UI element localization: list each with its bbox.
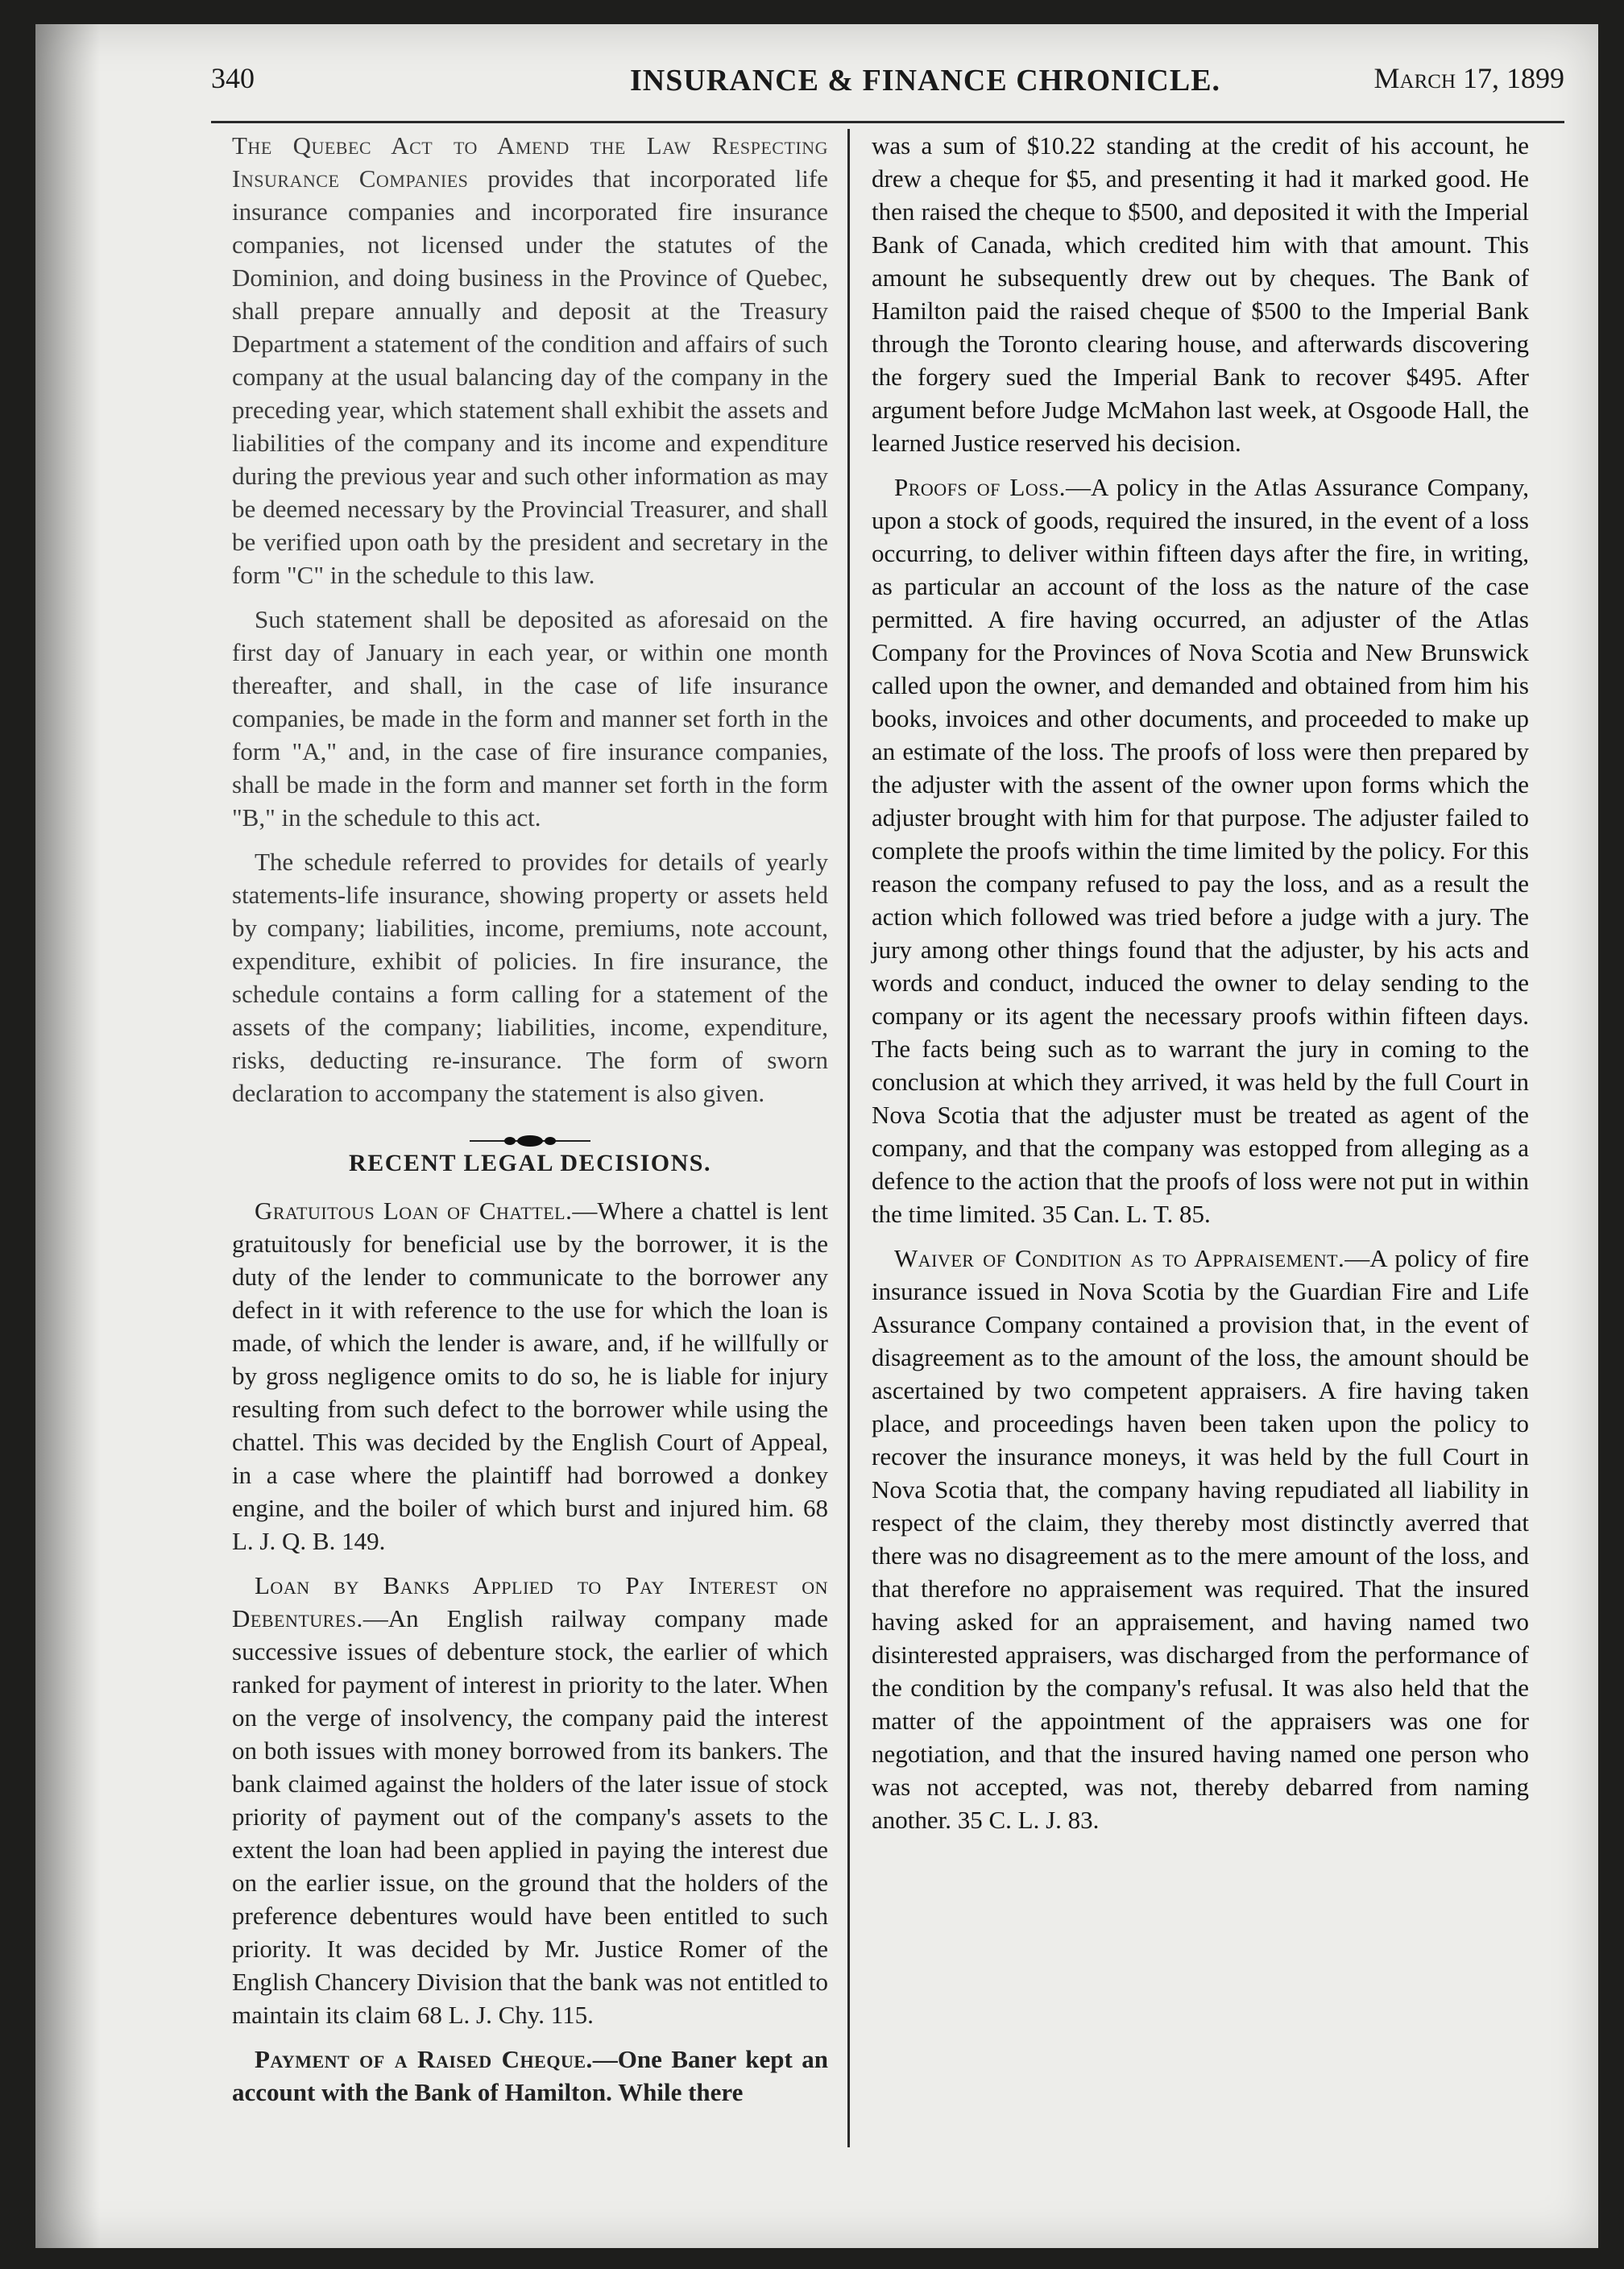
page-header [211,60,1564,124]
proofs-of-loss-text: —A policy in the Atlas Assurance Company, upon a stock of goods, required the insured, in the event of a loss occurring, to deliver within fifteen days after the fire, in writing, as particular an account of the loss as the nature of the case permitted. A fire having occurred, an adjuster of the Atlas Company for the Provinces of Nova Scotia and New Brunswick called upon the owner, and demanded and obtained from him his books, invoices and other documents, and proceeded to make up an estimate of the loss. The proofs of loss were then prepared by the adjuster with the assent of the owner upon forms which the adjuster brought with him for that purpose. The adjuster failed to complete the proofs within the time limited by the policy. For this reason the company refused to pay the loss, and as a result the action which followed was tried before a judge with a jury. The jury among other things found that the adjuster, by his acts and words and conduct, induced the owner to delay sending to the company or its agent the necessary proofs within fifteen days. The facts being such as to warrant the jury in coming to the conclusion at which they arrived, it was held by the full Court in Nova Scotia that the adjuster must be treated as agent of the company, and that the company was estopped from alleging as a defence to the action that the proofs of loss were not put in within the time limited. 35 Can. L. T. 85. [872,473,1529,1228]
waiver-lead: Waiver of Condition as to Appraisement. [894,1244,1345,1272]
section-heading: RECENT LEGAL DECISIONS. [349,1150,711,1176]
column-divider [847,129,850,2147]
quebec-act-lead: The Quebec Act to Amend the Law Respecting Insurance Companies [232,131,828,193]
raised-cheque-lead: Payment of a Raised Cheque. [255,2045,593,2073]
header-rule [211,121,1564,123]
quebec-act-text: provides that incorporated life insurance companies and incorporated fire insurance companies, not licensed under the statutes of the Dominion, and doing business in the Province of Quebec, shall prepare annually and deposit at the Treasury Department a statement of the condition and affairs of such company at the usual balancing day of the company in the preceding year, which statement shall exhibit the assets and liabilities of the company and its income and expenditure during the previous year and such other information as may be deemed necessary by the Provincial Treasurer, and shall be verified upon oath by the president and secretary in the form "C" in the schedule to this law. [232,164,829,589]
quebec-act-paragraph-3: The schedule referred to provides for details of yearly statements-life insurance, showing property or assets held by company; liabilities, income, premiums, note account, expenditure, exhibit of policies. In fire insurance, the schedule contains a form calling for a statement of the assets of the company; liabilities, income, expenditure, risks, deducting re-insurance. The form of sworn declaration to accompany the statement is also given. [232,848,828,1107]
quebec-act-paragraph-2: Such statement shall be deposited as aforesaid on the first day of January in each year, or within one month thereafter, and shall, in the case of life insurance companies, be made in the form and manner set forth in the form "A," and, in the case of fire insurance companies, shall be made in the form and manner set forth in the form "B," in the schedule to this act. [232,605,828,832]
loan-by-banks-paragraph [232,1569,828,2031]
issue-date: March 17, 1899 [1373,62,1564,94]
gratuitous-loan-paragraph [232,1194,828,1558]
gratuitous-loan-text: —Where a chattel is lent gratuitously for beneficial use by the borrower, it is the duty of the lender to communicate to the borrower any defect in it with reference to the use for which the loan is made, of which the lender is aware, and, if he willfully or by gross negligence omits to do so, he is liable for injury resulting from such defect to the borrower while using the chattel. This was decided by the English Court of Appeal, in a case where the plaintiff had borrowed a donkey engine, and the boiler of which burst and injured him. 68 L. J. Q. B. 149. [232,1197,828,1555]
journal-title: INSURANCE & FINANCE CHRONICLE. [630,64,1221,97]
section-ornament [232,1124,828,1142]
loan-by-banks-lead: Loan by Banks Applied to Pay Interest on Debentures. [232,1571,828,1632]
proofs-of-loss-paragraph [872,471,1529,1230]
binding-shadow [35,24,100,2248]
raised-cheque-paragraph [232,2043,828,2109]
waiver-text: —A policy of fire insurance issued in Nova Scotia by the Guardian Fire and Life Assurance Company contained a provision that, in the event of disagreement as to the amount of the loss, the amount should be ascertained by two competent appraisers. A fire having taken place, and proceedings haven been taken upon the policy to recover the insurance moneys, it was held by the full Court in Nova Scotia that, the company having repudiated all liability in respect of the claim, they thereby most distinctly averred that there was no disagreement as to the mere amount of the loss, and that therefore no appraisement was required. That the insured having asked for an appraisement, and having named two disinterested appraisers, was discharged from the performance of the condition by the company's refusal. It was also held that the matter of the appointment of the appraisers was one for negotiation, and that the insured having named one person who was not accepted, was not, thereby debarred from naming another. 35 C. L. J. 83. [872,1244,1529,1834]
raised-cheque-continuation: was a sum of $10.22 standing at the credit of his account, he drew a cheque for $5, and presenting it had it marked good. He then raised the cheque to $500, and deposited it with the Imperial Bank of Canada, which credited him with that amount. This amount he subsequently drew out by cheques. The Bank of Hamilton paid the raised cheque of $500 to the Imperial Bank through the Toronto clearing house, and afterwards discovering the forgery sued the Imperial Bank to recover $495. After argument before Judge McMahon last week, at Osgoode Hall, the learned Justice reserved his decision. [872,131,1529,457]
waiver-paragraph [872,1242,1529,1836]
page-number: 340 [211,62,255,94]
raised-cheque-text: —One Baner kept an account with the Bank of Hamilton. While there [232,2045,828,2106]
loan-by-banks-text: —An English railway company made successive issues of debenture stock, the earlier of which ranked for payment of interest in priority to the later. When on the verge of insolvency, the company paid the interest on both issues with money borrowed from its bankers. The bank claimed against the holders of the later issue of stock priority of payment out of the company's assets to the extent the loan had been applied in paying the interest due on the earlier issue, on the ground that the holders of the preference debentures would have been entitled to such priority. It was decided by Mr. Justice Romer of the English Chancery Division that the bank was not entitled to maintain its claim 68 L. J. Chy. 115. [232,1604,828,2029]
quebec-act-paragraph [232,129,828,591]
left-lower-articles [232,1194,828,2109]
gratuitous-loan-lead: Gratuitous Loan of Chattel. [255,1197,573,1225]
left-column [232,129,828,2120]
proofs-of-loss-lead: Proofs of Loss. [894,473,1066,501]
right-column [872,129,1529,1848]
